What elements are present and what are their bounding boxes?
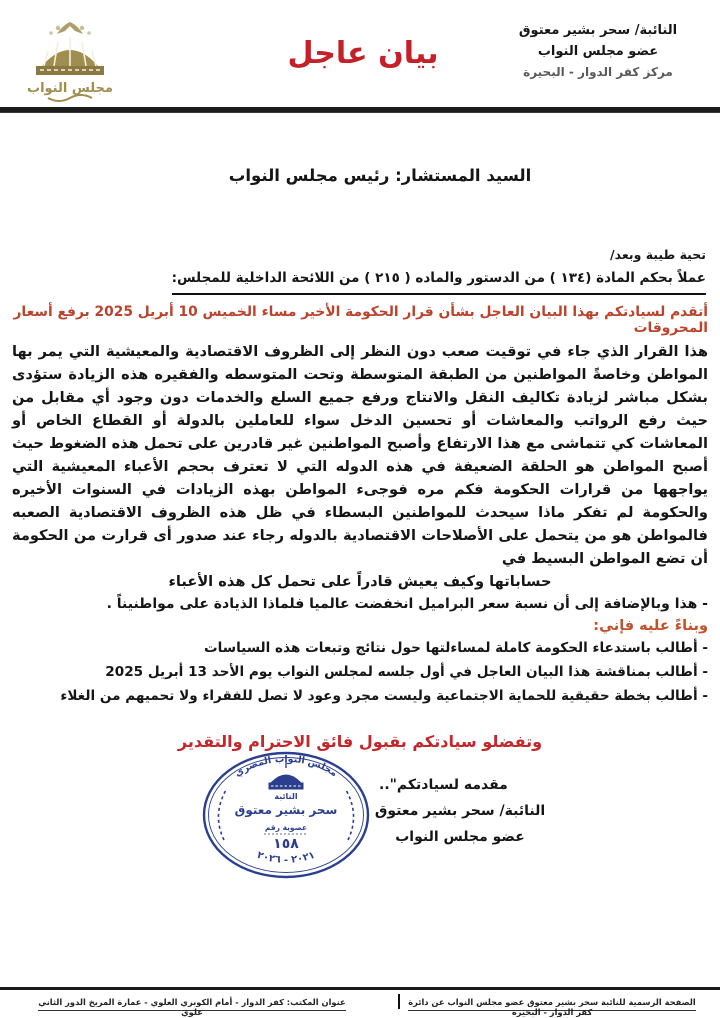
demand-item-3: - أطالب بخطة حقيقية للحماية الاجتماعية وليست مجرد وعود لا تصل للفقراء ولا تحميهم من الغلاء (60, 688, 708, 704)
parliament-emblem-text: مجلس النواب (27, 81, 113, 96)
intro-red-line: أتقدم لسيادتكم بهذا البيان العاجل بشأن قرار الحكومة الأخير مساء الخميس 10 أبريل 2025 برفع أسعار المحروقات (13, 304, 708, 336)
signature-name: النائبة/ سحر بشير معتوق (374, 803, 546, 819)
body-last-line: حساباتها وكيف يعيش قادراً على تحمل كل هذه الأعباء (168, 573, 552, 590)
signature-block (365, 772, 555, 850)
footer-office-address: عنوان المكتب: كفر الدوار - أمام الكوبري العلوي - عمارة المريخ الدور الثاني علوي (28, 997, 356, 1017)
stamp-top-arc-text: مجلس النواب المصري (232, 753, 340, 780)
signature-presented-line: مقدمه لسيادتكم".. (379, 777, 508, 793)
body-paragraph: هذا القرار الذي جاء في توقيت صعب دون النظر إلى الظروف الاقتصادية والمعيشية التي يمر بها المواطن وخاصةً المواطنين من الطبقة المتوسطة وتحت المتوسطه والفقيره هذه الزيادة ستؤدى بشكل مباشر لزيادة تكاليف النقل والانتاج ورفع جميع السلع والخدمات دون وجود أي مقابل من حيث رفع الرواتب والمعاشات أو تحسين الدخل سواء للعاملين بالدولة أو القطاع الخاص أو المعاشات كي تتماشى مع هذا الارتفاع وأصبح المواطنين غير قادرين على تحمل هذه الضغوط حيث أصبح المواطن هو الحلقة الضعيفة في هذه الدوله التي لا تعترف بحجم الأعباء المعيشية التي يواجهها من قرارات الحكومة فكم مره فوجىء المواطن بهذه الزيادات في السنوات الأخيره والحكومة لم تفكر ماذا سيحدث للمواطنين البسطاء في ظل هذه الظروف الاقتصادية الصعبه فالمواطن هو من يتحمل على الأصلاحات الاقتصادية بالدوله رجاء عند صدور أى قرارت من الحكومة أن تضع المواطن البسيط في (12, 343, 708, 567)
signature-role: عضو مجلس النواب (395, 829, 525, 845)
greeting-line: تحية طيبة وبعد/ (610, 247, 706, 262)
mp-seal-stamp (200, 748, 372, 882)
statement-body (12, 304, 708, 751)
header-divider (0, 106, 720, 113)
letterhead-mp-role: عضو مجلس النواب (537, 44, 659, 59)
legal-basis-line (40, 270, 706, 286)
letterhead-mp-district: مركز كفر الدوار - البحيرة (523, 65, 673, 79)
letterhead-mp-info (484, 20, 712, 83)
stamp-name-text: سحر بشير معتوق (234, 803, 338, 817)
letterhead-mp-name: النائبة/ سحر بشير معتوق (518, 23, 678, 38)
stamp-membership-number: ١٥٨ (273, 836, 299, 852)
footer-separator (398, 994, 400, 1009)
parliament-emblem-icon (20, 20, 120, 108)
svg-text:٢٠٢١ - ٢٠٢٦ (256, 850, 317, 866)
legal-basis-text: عملاً بحكم المادة (١٣٤ ) من الدستور والماده ( ٢١٥ ) من اللائحة الداخلية للمجلس: (172, 270, 706, 295)
demand-item-1: - أطالب باستدعاء الحكومة كاملة لمساءلتها حول نتائج وتبعات هذه السياسات (203, 640, 708, 656)
footer-divider (0, 986, 720, 990)
document-title: بيان عاجل (287, 36, 439, 71)
closing-red-line: وتفضلو سيادتكم بقبول فائق الاحترام والتقدير (177, 732, 543, 751)
demands-heading: وبناءً عليه فإني: (593, 618, 708, 634)
note-line: - هذا وبالإضافة إلى أن نسبة سعر البراميل انخفضت عالميا فلماذا الذيادة على مواطنيناً . (106, 596, 708, 612)
demand-item-2: - أطالب بمناقشة هذا البيان العاجل في أول جلسه لمجلس النواب يوم الأحد 13 أبريل 2025 (105, 664, 708, 680)
footer-official-page: الصفحة الرسمية للنائبة سحر بشير معتوق عضو مجلس النواب عن دائرة كفر الدوار - البحيرة (406, 997, 698, 1017)
addressee-line: السيد المستشار: رئيس مجلس النواب (228, 166, 532, 185)
stamp-membership-label: عضوية رقم (264, 823, 308, 832)
stamp-term-arc-text: ٢٠٢١ - ٢٠٢٦ (255, 849, 317, 866)
stamp-role-text: النائبة (274, 792, 298, 801)
